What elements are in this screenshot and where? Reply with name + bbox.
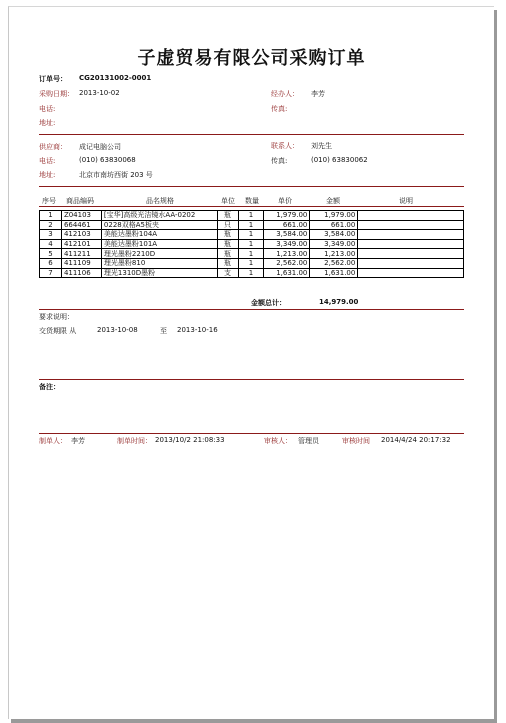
- cell-no: 4: [40, 239, 62, 249]
- supplier-address-label: 地址:: [39, 171, 56, 179]
- cell-unit: 瓶: [217, 211, 238, 221]
- cell-price: 3,349.00: [264, 239, 310, 249]
- table-row: [40, 239, 464, 249]
- delivery-to-label: 至: [160, 327, 167, 335]
- handler-label: 经办人：: [271, 90, 299, 98]
- cell-note: [358, 230, 464, 240]
- table-row: [40, 268, 464, 278]
- delivery-from-value: 2013-10-08: [97, 326, 138, 334]
- cell-price: 661.00: [264, 220, 310, 230]
- divider: [39, 134, 464, 135]
- review-time-value: 2014/4/24 20:17:32: [381, 436, 451, 444]
- order-address-label: 地址:: [39, 119, 56, 127]
- cell-amount: 3,349.00: [310, 239, 358, 249]
- cell-note: [358, 239, 464, 249]
- cell-code: Z04103: [61, 211, 101, 221]
- table-row: [40, 220, 464, 230]
- reviewer-value: 管理员: [298, 437, 319, 445]
- order-date-label: 采购日期：: [39, 90, 74, 98]
- cell-name: 理光1310D墨粉: [101, 268, 217, 278]
- document-page: [8, 6, 494, 719]
- delivery-to-value: 2013-10-16: [177, 326, 218, 334]
- supplier-tel-value: (010) 63830068: [79, 156, 136, 164]
- cell-price: 1,631.00: [264, 268, 310, 278]
- column-header-price: 单价: [278, 197, 292, 205]
- cell-qty: 1: [238, 220, 264, 230]
- table-row: [40, 211, 464, 221]
- table-row: [40, 230, 464, 240]
- contact-value: 刘先生: [311, 142, 332, 150]
- cell-price: 3,584.00: [264, 230, 310, 240]
- order-no-value: CG20131002-0001: [79, 74, 152, 82]
- cell-no: 5: [40, 249, 62, 259]
- divider: [39, 379, 464, 380]
- cell-name: 美能达墨粉104A: [101, 230, 217, 240]
- cell-qty: 1: [238, 249, 264, 259]
- cell-note: [358, 220, 464, 230]
- table-row: [40, 249, 464, 259]
- cell-note: [358, 268, 464, 278]
- column-header-unit: 单位: [221, 197, 235, 205]
- cell-price: 1,979.00: [264, 211, 310, 221]
- cell-no: 2: [40, 220, 62, 230]
- delivery-period-label: 交货期限 从: [39, 327, 77, 335]
- cell-code: 412101: [61, 239, 101, 249]
- cell-code: 664461: [61, 220, 101, 230]
- cell-code: 412103: [61, 230, 101, 240]
- reviewer-label: 审核人：: [264, 437, 292, 445]
- column-header-qty: 数量: [245, 197, 259, 205]
- column-header-no: 序号: [42, 197, 56, 205]
- total-value: 14,979.00: [319, 298, 359, 306]
- cell-unit: 瓶: [217, 258, 238, 268]
- cell-qty: 1: [238, 239, 264, 249]
- cell-no: 6: [40, 258, 62, 268]
- supplier-fax-label: 传真:: [271, 157, 288, 165]
- cell-unit: 瓶: [217, 239, 238, 249]
- cell-no: 7: [40, 268, 62, 278]
- cell-amount: 3,584.00: [310, 230, 358, 240]
- divider: [39, 309, 464, 310]
- make-time-label: 制单时间：: [117, 437, 152, 445]
- cell-no: 1: [40, 211, 62, 221]
- cell-name: 0228双格A5板夹: [101, 220, 217, 230]
- column-header-amount: 金额: [326, 197, 340, 205]
- table-row: [40, 258, 464, 268]
- divider: [39, 433, 464, 434]
- cell-amount: 2,562.00: [310, 258, 358, 268]
- review-time-label: 审核时间: [342, 437, 370, 445]
- divider: [39, 206, 464, 207]
- cell-name: 美能达墨粉101A: [101, 239, 217, 249]
- cell-amount: 661.00: [310, 220, 358, 230]
- order-date-value: 2013-10-02: [79, 89, 120, 97]
- remark-label: 备注：: [39, 383, 60, 391]
- items-table: [39, 210, 464, 278]
- cell-qty: 1: [238, 211, 264, 221]
- cell-amount: 1,979.00: [310, 211, 358, 221]
- cell-amount: 1,631.00: [310, 268, 358, 278]
- supplier-address-value: 北京市南坊西街 203 号: [79, 171, 153, 179]
- cell-note: [358, 249, 464, 259]
- cell-name: 理光墨粉810: [101, 258, 217, 268]
- cell-code: 411106: [61, 268, 101, 278]
- supplier-tel-label: 电话:: [39, 157, 56, 165]
- cell-unit: 支: [217, 268, 238, 278]
- cell-no: 3: [40, 230, 62, 240]
- cell-code: 411109: [61, 258, 101, 268]
- cell-qty: 1: [238, 268, 264, 278]
- order-tel-label: 电话:: [39, 105, 56, 113]
- supplier-value: 成记电脑公司: [79, 143, 121, 151]
- column-header-code: 商品编码: [66, 197, 94, 205]
- column-header-note: 说明: [399, 197, 413, 205]
- requirements-label: 要求说明：: [39, 313, 74, 321]
- cell-unit: 瓶: [217, 230, 238, 240]
- cell-code: 411211: [61, 249, 101, 259]
- cell-price: 1,213.00: [264, 249, 310, 259]
- contact-label: 联系人：: [271, 142, 299, 150]
- supplier-fax-value: (010) 63830062: [311, 156, 368, 164]
- cell-qty: 1: [238, 230, 264, 240]
- order-no-label: 订单号：: [39, 75, 67, 83]
- handler-value: 李芳: [311, 90, 325, 98]
- order-fax-label: 传真:: [271, 105, 288, 113]
- cell-note: [358, 258, 464, 268]
- cell-qty: 1: [238, 258, 264, 268]
- maker-label: 制单人：: [39, 437, 67, 445]
- divider: [39, 186, 464, 187]
- cell-name: [宝华]高级光洁镜水AA-0202: [101, 211, 217, 221]
- document-title: 子虚贸易有限公司采购订单: [137, 48, 366, 69]
- cell-unit: 只: [217, 220, 238, 230]
- cell-note: [358, 211, 464, 221]
- cell-price: 2,562.00: [264, 258, 310, 268]
- supplier-label: 供应商：: [39, 143, 67, 151]
- total-label: 金额总计：: [251, 299, 286, 307]
- cell-name: 理光墨粉2210D: [101, 249, 217, 259]
- make-time-value: 2013/10/2 21:08:33: [155, 436, 225, 444]
- cell-amount: 1,213.00: [310, 249, 358, 259]
- cell-unit: 瓶: [217, 249, 238, 259]
- column-header-name: 品名规格: [146, 197, 174, 205]
- maker-value: 李芳: [71, 437, 85, 445]
